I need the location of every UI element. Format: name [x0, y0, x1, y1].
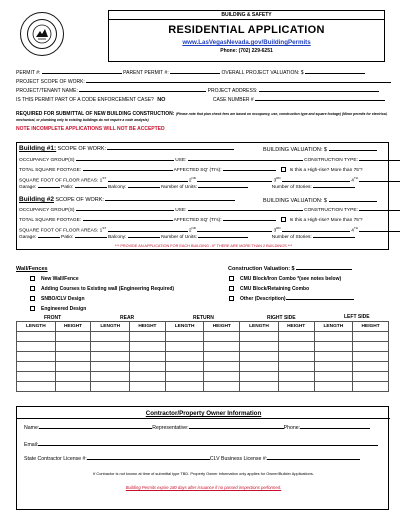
- table-cell[interactable]: [165, 342, 204, 352]
- table-cell[interactable]: [91, 342, 130, 352]
- wall-option-label: Engineered Design: [41, 306, 87, 312]
- floor-4-number: 4: [351, 228, 354, 234]
- ordinal-nd: ND: [191, 226, 196, 230]
- permit-label: PERMIT #:: [16, 70, 41, 76]
- table-cell[interactable]: [130, 332, 166, 342]
- building-2-highrise-label: Is this a High-rise? More than 75'?: [289, 217, 363, 223]
- table-cell[interactable]: [17, 372, 56, 382]
- table-cell[interactable]: [91, 362, 130, 372]
- table-cell[interactable]: [130, 362, 166, 372]
- table-cell[interactable]: [55, 352, 91, 362]
- representative-field[interactable]: [189, 428, 284, 429]
- wall-option-label: Adding Courses to Existing wall (Engineering Required): [41, 286, 175, 292]
- table-cell[interactable]: [314, 362, 353, 372]
- permit-row: [16, 70, 365, 76]
- building-2-units-field[interactable]: [198, 237, 248, 238]
- table-cell[interactable]: [130, 342, 166, 352]
- buildings-box: [16, 142, 389, 250]
- table-row: [17, 362, 389, 372]
- ordinal-th: TH: [353, 226, 358, 230]
- building-2-occupancy-field[interactable]: [76, 210, 174, 211]
- table-cell[interactable]: [165, 352, 204, 362]
- building-2-construction-field[interactable]: [359, 210, 400, 211]
- building-1-highrise-checkbox[interactable]: [281, 167, 286, 172]
- table-cell[interactable]: [165, 382, 204, 392]
- ordinal-th: TH: [353, 176, 358, 180]
- table-cell[interactable]: [204, 352, 240, 362]
- building-1-sqft-label: TOTAL SQUARE FOOTAGE:: [19, 167, 82, 173]
- col-height: HEIGHT: [204, 322, 240, 332]
- table-cell[interactable]: [240, 372, 279, 382]
- representative-label: Representative:: [152, 425, 189, 431]
- building-1-floor-1-field[interactable]: [108, 181, 188, 182]
- table-cell[interactable]: [278, 372, 314, 382]
- building-1-label: Building #1:: [19, 145, 57, 152]
- wall-option-snbo[interactable]: [30, 296, 85, 302]
- wall-option-engineered[interactable]: [30, 306, 86, 312]
- license-row: [24, 456, 360, 462]
- state-license-field[interactable]: [87, 459, 210, 460]
- col-height: HEIGHT: [353, 322, 389, 332]
- scope-field[interactable]: [86, 82, 391, 83]
- building-1-valuation: [263, 147, 377, 153]
- building-1-floor-2-field[interactable]: [197, 181, 272, 182]
- wall-option-label: CMU Block/Iron Combo *(see notes below): [240, 276, 342, 282]
- ordinal-rd: RD: [276, 176, 281, 180]
- building-2-floor-row: [19, 226, 400, 234]
- table-cell[interactable]: [55, 382, 91, 392]
- table-cell[interactable]: [204, 342, 240, 352]
- table-cell[interactable]: [17, 342, 56, 352]
- table-cell[interactable]: [165, 372, 204, 382]
- table-cell[interactable]: [278, 342, 314, 352]
- building-1-use-label: USE:: [175, 158, 187, 163]
- building-1-use-field[interactable]: [188, 160, 303, 161]
- state-license-label: State Contractor License #:: [24, 456, 87, 462]
- building-2-garage-field[interactable]: [38, 237, 60, 238]
- building-2-scope-field[interactable]: [105, 200, 235, 201]
- divider: [17, 418, 390, 419]
- building-1-patio-field[interactable]: [75, 187, 107, 188]
- table-cell[interactable]: [91, 332, 130, 342]
- checkbox-icon[interactable]: [30, 306, 35, 311]
- case-number-label: CASE NUMBER #: [212, 97, 254, 103]
- city-seal-inner: [27, 19, 57, 49]
- table-row: [17, 372, 389, 382]
- table-cell[interactable]: [130, 382, 166, 392]
- owner-note: If Contractor is not known at time of submittal type TBD. Property Owner information only applies for Owner/Builder Applications.: [93, 471, 314, 476]
- building-1-header: [19, 145, 234, 152]
- notice-block: [16, 112, 388, 124]
- building-1-construction-field[interactable]: [359, 160, 400, 161]
- building-1-floor-3-field[interactable]: [282, 181, 350, 182]
- tenant-label: PROJECT/TENANT NAME:: [16, 88, 78, 94]
- table-cell[interactable]: [17, 362, 56, 372]
- header-box: [108, 10, 385, 62]
- table-cell[interactable]: [353, 342, 389, 352]
- table-row: [17, 332, 389, 342]
- building-2-highrise-checkbox[interactable]: [281, 217, 286, 222]
- seal-emblem-icon: [31, 23, 53, 45]
- wall-option-label: SNBO/CLV Design: [41, 296, 85, 302]
- building-2-misc-row: [19, 235, 355, 240]
- building-2-use-label: USE:: [175, 208, 187, 213]
- website-link[interactable]: www.LasVegasNevada.gov/BuildingPermits: [182, 39, 311, 46]
- table-cell[interactable]: [278, 362, 314, 372]
- building-2-valuation-field[interactable]: [329, 201, 377, 202]
- owner-info-box: [16, 406, 389, 510]
- table-cell[interactable]: [17, 382, 56, 392]
- form-title: RESIDENTIAL APPLICATION: [168, 24, 325, 36]
- table-cell[interactable]: [353, 362, 389, 372]
- wall-option-label: CMU Block/Retaining Combo: [240, 286, 310, 292]
- building-2-garage-label: Garage:: [19, 235, 37, 240]
- overall-valuation-field[interactable]: [305, 73, 365, 74]
- table-cell[interactable]: [91, 352, 130, 362]
- building-1-patio-label: Patio:: [61, 185, 74, 190]
- building-2-floor-3-field[interactable]: [282, 231, 350, 232]
- building-1-construction-label: CONSTRUCTION TYPE:: [304, 158, 358, 163]
- table-cell[interactable]: [165, 332, 204, 342]
- wall-option-cmu-retaining[interactable]: [229, 286, 309, 292]
- table-cell[interactable]: [204, 332, 240, 342]
- owner-email-row: [24, 442, 378, 448]
- table-cell[interactable]: [204, 372, 240, 382]
- floor-3-number: 3: [273, 228, 277, 234]
- building-1-occupancy-label: OCCUPANCY GROUP(S): [19, 158, 75, 163]
- building-1-valuation-field[interactable]: [329, 150, 377, 151]
- walls-valuation: [228, 266, 352, 272]
- owner-heading: Contractor/Property Owner Information: [145, 410, 262, 417]
- walls-valuation-label: Construction Valuation: $: [228, 266, 295, 272]
- building-1-affected-label: AFFECTED SQ' (TI's):: [173, 167, 222, 173]
- building-2-label: Building #2: [19, 196, 55, 203]
- building-1-balcony-field[interactable]: [128, 187, 160, 188]
- table-cell[interactable]: [314, 382, 353, 392]
- tenant-row: [16, 88, 379, 94]
- building-1-units-label: Number of Units:: [161, 185, 198, 190]
- floor-2-number: 2: [188, 228, 192, 234]
- checkbox-icon[interactable]: [30, 276, 35, 281]
- table-row: [17, 352, 389, 362]
- table-cell[interactable]: [165, 362, 204, 372]
- each-building-note: *** PROVIDE AN APPLICATION FOR EACH BUILDING - IF THERE ARE MORE THAN 2 BUILDINGS ***: [114, 244, 293, 248]
- other-description-field[interactable]: [286, 299, 354, 300]
- table-header-row: [17, 322, 389, 332]
- checkbox-icon[interactable]: [229, 296, 234, 301]
- owner-name-row: [24, 425, 370, 431]
- side-return: RETURN: [193, 315, 214, 321]
- wall-dimensions-table: [16, 321, 389, 392]
- floor-3-number: 3: [273, 178, 277, 184]
- building-2-valuation: [263, 198, 377, 204]
- table-cell[interactable]: [17, 352, 56, 362]
- table-cell[interactable]: [17, 332, 56, 342]
- building-2-stories-label: Number of Stories:: [271, 235, 312, 240]
- building-2-construction-label: CONSTRUCTION TYPE:: [304, 208, 358, 213]
- building-2-occupancy-label: OCCUPANCY GROUP(S): [19, 208, 75, 213]
- building-2-affected-label: AFFECTED SQ' (TI's):: [173, 217, 222, 223]
- table-cell[interactable]: [91, 372, 130, 382]
- building-2-floor-label: SQUARE FOOT OF FLOOR AREAS: 1: [19, 228, 103, 234]
- checkbox-icon[interactable]: [30, 296, 35, 301]
- col-length: LENGTH: [17, 322, 56, 332]
- building-2-use-field[interactable]: [188, 210, 303, 211]
- building-2-occupancy-row: [19, 208, 400, 213]
- building-1-scope-field[interactable]: [107, 149, 234, 150]
- col-height: HEIGHT: [278, 322, 314, 332]
- case-number-field[interactable]: [255, 100, 385, 101]
- code-case-row: [16, 97, 385, 103]
- checkbox-icon[interactable]: [229, 286, 234, 291]
- building-2-floor-1-field[interactable]: [108, 231, 188, 232]
- address-label: PROJECT ADDRESS:: [207, 88, 258, 94]
- table-cell[interactable]: [130, 352, 166, 362]
- table-cell[interactable]: [240, 362, 279, 372]
- building-2-patio-field[interactable]: [75, 237, 107, 238]
- scope-row: [16, 79, 391, 85]
- building-1-floor-row: [19, 176, 400, 184]
- scope-label: PROJECT SCOPE OF WORK:: [16, 79, 85, 85]
- owner-email-field[interactable]: [38, 445, 378, 446]
- building-1-occupancy-field[interactable]: [76, 160, 174, 161]
- city-seal-logo: [20, 12, 64, 56]
- table-cell[interactable]: [314, 372, 353, 382]
- phone-number: Phone: (702) 229-6251: [220, 48, 273, 54]
- permit-expiry-note: Building Permits expire 180 days after issuance if no passed inspections performed.: [125, 485, 282, 490]
- owner-phone-label: Phone:: [283, 425, 301, 431]
- building-1-affected-field[interactable]: [223, 170, 276, 171]
- building-2-floor-2-field[interactable]: [197, 231, 272, 232]
- permit-field[interactable]: [42, 73, 122, 74]
- table-cell[interactable]: [55, 362, 91, 372]
- side-rear: REAR: [120, 315, 135, 321]
- building-1-units-field[interactable]: [198, 187, 248, 188]
- building-2-floor-4-field[interactable]: [359, 231, 400, 232]
- parent-permit-label: PARENT PERMIT #:: [123, 70, 169, 76]
- owner-email-label: Email:: [24, 442, 39, 448]
- table-cell[interactable]: [314, 352, 353, 362]
- building-1-stories-field[interactable]: [313, 187, 355, 188]
- building-1-balcony-label: Balcony:: [108, 185, 127, 190]
- building-1-stories-label: Number of Stories:: [271, 185, 312, 190]
- table-cell[interactable]: [278, 382, 314, 392]
- table-cell[interactable]: [278, 352, 314, 362]
- wall-option-other[interactable]: [229, 296, 354, 302]
- overall-valuation-label: OVERALL PROJECT VALUATION: $: [221, 70, 304, 76]
- building-2-units-label: Number of Units:: [161, 235, 198, 240]
- table-cell[interactable]: [240, 342, 279, 352]
- building-2-header: [19, 196, 235, 203]
- col-length: LENGTH: [240, 322, 279, 332]
- building-1-garage-field[interactable]: [38, 187, 60, 188]
- address-field[interactable]: [259, 91, 379, 92]
- code-case-answer[interactable]: NO: [157, 97, 166, 103]
- table-cell[interactable]: [55, 332, 91, 342]
- building-1-valuation-label: BUILDING VALUATION: $: [263, 147, 327, 153]
- table-cell[interactable]: [130, 372, 166, 382]
- building-2-sqft-label: TOTAL SQUARE FOOTAGE:: [19, 217, 82, 223]
- building-2-sqft-row: [19, 217, 363, 223]
- building-1-sqft-field[interactable]: [83, 170, 173, 171]
- ordinal-st: ST: [102, 176, 107, 180]
- building-1-floor-4-field[interactable]: [359, 181, 400, 182]
- side-left: LEFT SIDE: [344, 314, 370, 320]
- side-front: FRONT: [44, 315, 62, 321]
- owner-name-field[interactable]: [39, 428, 152, 429]
- building-1-misc-row: [19, 185, 355, 190]
- wall-option-label: New Wall/Fence: [41, 276, 79, 282]
- notice-heading: REQUIRED FOR SUBMITTAL OF NEW BUILDING CONSTRUCTION:: [16, 111, 175, 117]
- table-row: [17, 342, 389, 352]
- incomplete-warning: NOTE INCOMPLETE APPLICATIONS WILL NOT BE ACCEPTED: [16, 126, 165, 132]
- col-length: LENGTH: [91, 322, 130, 332]
- building-2-scope-label: SCOPE OF WORK:: [55, 197, 104, 203]
- wall-option-cmu-iron[interactable]: [229, 276, 341, 282]
- clv-license-label: CLV Business License #:: [209, 456, 268, 462]
- table-cell[interactable]: [55, 372, 91, 382]
- building-1-occupancy-row: [19, 158, 400, 163]
- table-cell[interactable]: [204, 362, 240, 372]
- building-1-sqft-row: [19, 167, 363, 173]
- building-1-floor-label: SQUARE FOOT OF FLOOR AREAS: 1: [19, 178, 103, 184]
- checkbox-icon[interactable]: [229, 276, 234, 281]
- owner-name-label: Name:: [24, 425, 40, 431]
- wall-option-label: Other (Description): [240, 296, 286, 302]
- tenant-field[interactable]: [79, 91, 206, 92]
- department-title: BUILDING & SAFETY: [109, 11, 384, 20]
- table-body: [17, 332, 389, 392]
- table-cell[interactable]: [204, 382, 240, 392]
- table-row: [17, 382, 389, 392]
- floor-4-number: 4: [351, 178, 354, 184]
- side-right: RIGHT SIDE: [267, 315, 296, 321]
- table-cell[interactable]: [353, 352, 389, 362]
- col-length: LENGTH: [165, 322, 204, 332]
- col-length: LENGTH: [314, 322, 353, 332]
- ordinal-rd: RD: [276, 226, 281, 230]
- floor-2-number: 2: [188, 178, 192, 184]
- clv-license-field[interactable]: [267, 459, 360, 460]
- table-cell[interactable]: [353, 382, 389, 392]
- table-cell[interactable]: [353, 332, 389, 342]
- table-cell[interactable]: [353, 372, 389, 382]
- table-cell[interactable]: [314, 342, 353, 352]
- table-cell[interactable]: [55, 342, 91, 352]
- building-2-sqft-field[interactable]: [83, 220, 173, 221]
- building-1-highrise-label: Is this a High-rise? More than 75'?: [289, 167, 363, 173]
- code-case-question: IS THIS PERMIT PART OF A CODE ENFORCEMENT CASE?: [16, 97, 154, 103]
- table-cell[interactable]: [278, 332, 314, 342]
- wall-option-adding-courses[interactable]: [30, 286, 174, 292]
- building-2-balcony-field[interactable]: [128, 237, 160, 238]
- table-cell[interactable]: [240, 352, 279, 362]
- building-2-patio-label: Patio:: [61, 235, 74, 240]
- table-cell[interactable]: [91, 382, 130, 392]
- building-2-stories-field[interactable]: [313, 237, 355, 238]
- wall-option-new[interactable]: [30, 276, 79, 282]
- table-cell[interactable]: [240, 382, 279, 392]
- building-2-affected-field[interactable]: [223, 220, 276, 221]
- walls-valuation-field[interactable]: [296, 269, 352, 270]
- ordinal-st: ST: [102, 226, 107, 230]
- notice-detail: (Please note that plan check fees are based on occupancy, use, construction type and square footage) (Minor permits for electrical, mechanical, or plumbing only to existing buildings do not require a code analysis): [16, 112, 388, 122]
- col-height: HEIGHT: [130, 322, 166, 332]
- parent-permit-field[interactable]: [170, 73, 220, 74]
- building-1-garage-label: Garage:: [19, 185, 37, 190]
- owner-phone-field[interactable]: [300, 428, 370, 429]
- table-cell[interactable]: [314, 332, 353, 342]
- walls-heading: Wall/Fences: [16, 266, 48, 272]
- col-height: HEIGHT: [55, 322, 91, 332]
- building-1-scope-label: SCOPE OF WORK:: [57, 146, 107, 152]
- building-2-valuation-label: BUILDING VALUATION: $: [263, 198, 327, 204]
- building-2-balcony-label: Balcony:: [108, 235, 127, 240]
- table-cell[interactable]: [240, 332, 279, 342]
- checkbox-icon[interactable]: [30, 286, 35, 291]
- ordinal-nd: ND: [191, 176, 196, 180]
